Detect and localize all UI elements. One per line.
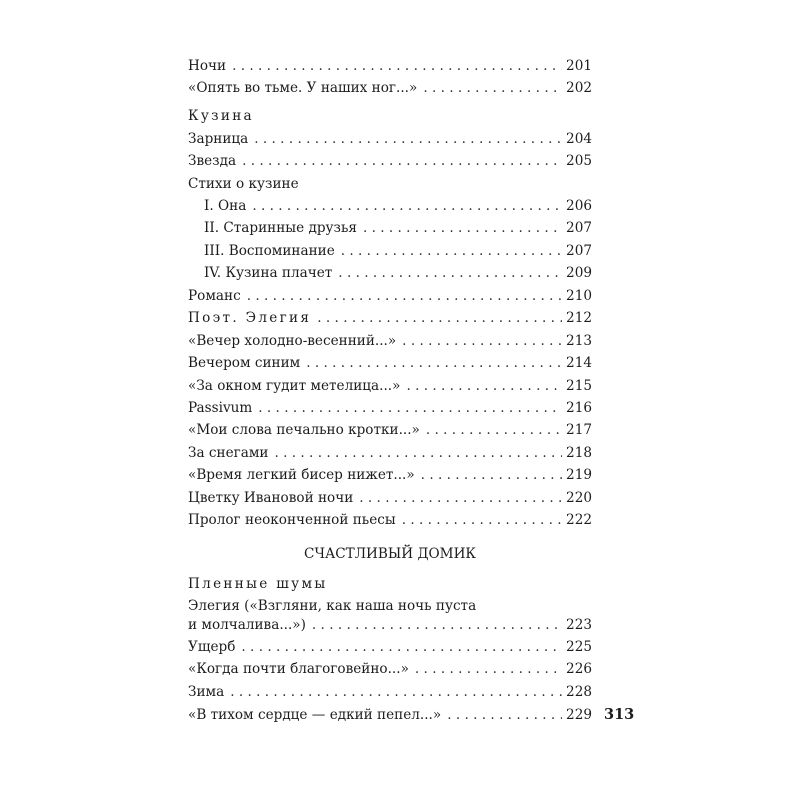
toc-entry-page: 218 xyxy=(566,445,592,461)
toc-entry xyxy=(188,637,592,657)
toc-entry-title: «В тихом сердце — едкий пепел...» xyxy=(188,707,442,723)
dot-leader xyxy=(274,443,562,463)
dot-leader xyxy=(232,56,562,76)
toc-entry-page: 219 xyxy=(566,467,592,483)
toc-entry-page: 207 xyxy=(566,220,592,236)
toc-entry-page: 217 xyxy=(566,422,592,438)
dot-leader xyxy=(415,659,562,679)
toc-entry xyxy=(188,465,592,485)
toc-entry-title: II. Старинные друзья xyxy=(204,220,357,236)
toc-entry xyxy=(204,218,592,238)
dot-leader xyxy=(359,488,562,508)
dot-leader xyxy=(338,263,562,283)
toc-entry xyxy=(188,308,592,328)
toc-entry-page: 213 xyxy=(566,333,592,349)
toc-entry xyxy=(188,56,592,76)
toc-entry-page: 207 xyxy=(566,243,592,259)
dot-leader xyxy=(252,196,562,216)
toc-entry xyxy=(188,376,592,396)
toc-entry-page: 204 xyxy=(566,131,592,147)
toc-entry-title: «Вечер холодно-весенний...» xyxy=(188,333,397,349)
toc-entry-title: «За окном гудит метелица...» xyxy=(188,378,401,394)
toc-entry xyxy=(204,263,592,283)
toc-entry-page: 228 xyxy=(566,684,592,700)
dot-leader xyxy=(406,376,562,396)
toc-entry xyxy=(188,510,592,530)
toc-entry-page: 206 xyxy=(566,198,592,214)
toc-entry xyxy=(188,659,592,679)
section-heading: СЧАСТЛИВЫЙ ДОМИК xyxy=(304,546,476,562)
toc-entry xyxy=(188,488,592,508)
toc-entry-title: IV. Кузина плачет xyxy=(204,265,333,281)
group-heading: Пленные шумы xyxy=(188,576,328,592)
toc-entry-title: Вечером синим xyxy=(188,355,301,371)
toc-entry-title: Звезда xyxy=(188,153,237,169)
toc-entry-page: 216 xyxy=(566,400,592,416)
toc-entry xyxy=(188,151,592,171)
toc-entry-page: 223 xyxy=(566,617,592,633)
dot-leader xyxy=(423,78,562,98)
toc-entry-page: 220 xyxy=(566,490,592,506)
toc-entry-title: За снегами xyxy=(188,445,269,461)
toc-entry-page: 215 xyxy=(566,378,592,394)
toc-entry-title: «Когда почти благоговейно...» xyxy=(188,661,409,677)
dot-leader xyxy=(258,398,562,418)
toc-entry-page: 202 xyxy=(566,80,592,96)
toc-entry-title: Зима xyxy=(188,684,225,700)
toc-entry xyxy=(204,241,592,261)
toc-entry-title: Зарница xyxy=(188,131,249,147)
toc-entry xyxy=(188,615,592,635)
dot-leader xyxy=(254,129,562,149)
toc-entry-page: 212 xyxy=(566,310,592,326)
toc-entry-title: «Опять во тьме. У наших ног...» xyxy=(188,80,418,96)
dot-leader xyxy=(426,420,562,440)
toc-entry-page: 229 xyxy=(566,707,592,723)
dot-leader xyxy=(247,286,562,306)
dot-leader xyxy=(241,637,562,657)
toc-entry-title: III. Воспоминание xyxy=(204,243,335,259)
toc-entry xyxy=(188,78,592,98)
toc-entry-title: «Мои слова печально кротки...» xyxy=(188,422,420,438)
dot-leader xyxy=(421,465,562,485)
toc-entry-page: 226 xyxy=(566,661,592,677)
toc-entry-title: Романс xyxy=(188,288,241,304)
toc-entry xyxy=(188,398,592,418)
toc-entry xyxy=(188,420,592,440)
toc-entry-page: 214 xyxy=(566,355,592,371)
toc-entry xyxy=(188,286,592,306)
toc-entry-title: Поэт. Элегия xyxy=(188,310,312,326)
toc-entry xyxy=(188,331,592,351)
toc-entry-title: Passivum xyxy=(188,400,253,416)
toc-entry xyxy=(188,129,592,149)
toc-entry-page: 225 xyxy=(566,639,592,655)
toc-entry-title: I. Она xyxy=(204,198,247,214)
group-heading: Кузина xyxy=(188,108,254,124)
dot-leader xyxy=(447,705,562,725)
toc-entry-page: 222 xyxy=(566,512,592,528)
toc-entry-title-line1: Элегия («Взгляни, как наша ночь пуста xyxy=(188,598,477,614)
toc-entry-title: Пролог неоконченной пьесы xyxy=(188,512,396,528)
toc-entry xyxy=(188,705,592,725)
toc-entry xyxy=(188,353,592,373)
toc-entry-title-line2: и молчалива...») xyxy=(188,617,306,633)
dot-leader xyxy=(402,510,562,530)
subheading: Стихи о кузине xyxy=(188,176,299,192)
dot-leader xyxy=(363,218,562,238)
toc-entry-page: 201 xyxy=(566,58,592,74)
toc-entry-page: 210 xyxy=(566,288,592,304)
toc-entry-title: Ущерб xyxy=(188,639,236,655)
dot-leader xyxy=(312,615,562,635)
dot-leader xyxy=(306,353,562,373)
toc-entry-title: Цветку Ивановой ночи xyxy=(188,490,354,506)
toc-entry-title: Ночи xyxy=(188,58,227,74)
toc-entry-page: 205 xyxy=(566,153,592,169)
toc-entry xyxy=(204,196,592,216)
page-number: 313 xyxy=(604,706,635,723)
toc-entry-page: 209 xyxy=(566,265,592,281)
dot-leader xyxy=(242,151,562,171)
toc-entry xyxy=(188,443,592,463)
toc-entry xyxy=(188,682,592,702)
dot-leader xyxy=(230,682,562,702)
toc-entry-title: «Время легкий бисер нижет...» xyxy=(188,467,415,483)
dot-leader xyxy=(317,308,562,328)
dot-leader xyxy=(402,331,562,351)
dot-leader xyxy=(341,241,562,261)
